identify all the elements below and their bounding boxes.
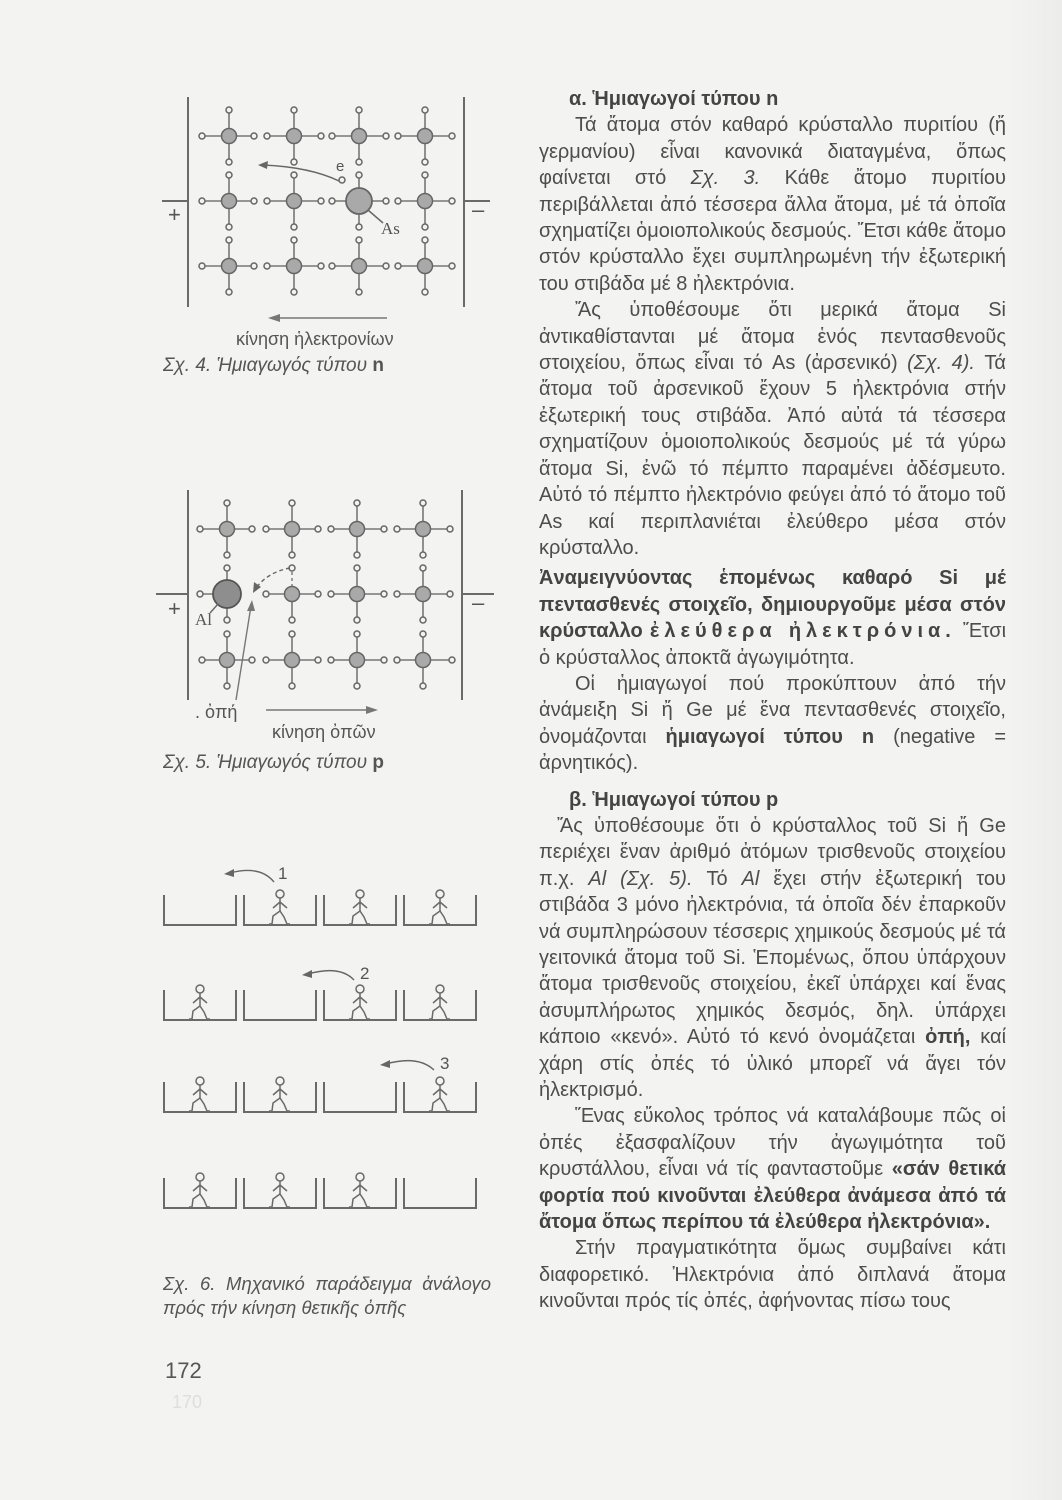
section-a-heading: α. Ἡμιαγωγοί τύπου n xyxy=(569,88,779,110)
row-2 xyxy=(164,985,476,1020)
fig6-step-1-label: 1 xyxy=(278,864,288,883)
fig6-caption: Σχ. 6. Μηχανικό παράδειγμα ἀνάλογο πρός τήν κίνηση θετικῆς ὀπῆς xyxy=(163,1273,491,1318)
fig5-plus-sign: + xyxy=(168,596,181,621)
fig4-electron-label: e xyxy=(336,158,345,175)
page-number: 172 xyxy=(165,1358,202,1383)
fig4-plus-sign: + xyxy=(168,202,181,227)
walking-figures-diagram xyxy=(150,860,500,1240)
fig5-al-label: Al xyxy=(195,610,212,629)
row-4 xyxy=(164,1173,476,1208)
row-1 xyxy=(164,890,476,925)
section-b-paragraph-1: Ἄς ὑποθέσουμε ὅτι ὁ κρύσταλλος τοῦ Si ἤ Ge περιέχει ἕναν ἀριθμό ἀτόμων τρισθενοῦς στοιχείου π.χ. Al (Σχ. 5). Τό Al ἔχει στήν ἐξωτερική του στιβάδα 3 μόνο ἠλεκτρόνια, τά ὁποῖα δέν ἐπαρκοῦν νά συμπληρώσουν τέσσερις χημικούς δεσμούς μέ τά γειτονικά ἄτομα τοῦ Si. Ἑπομένως, ὅπου ὑπάρχουν ἄτομα τρισθενοῦς στοιχείου, ἐκεῖ ὑπάρχει καί ἕνας ἀσυμπλήρωτος χημικός δεσμός, δηλ. ὑπάρχει κάποιο «κενό». Αὐτό τό κενό ὀνομάζεται ὀπή, καί χάρη στίς ὀπές τό ὑλικό μπορεῖ νά ἄγει τόν ἠλεκτρισμό. xyxy=(539,814,1007,1102)
fig5-hole-label: . ὀπή xyxy=(195,702,238,722)
fig6-step-3-label: 3 xyxy=(440,1054,450,1073)
row-3 xyxy=(164,1077,476,1112)
figure-4-n-type-lattice xyxy=(150,85,500,355)
section-a-paragraph-4: Οἱ ἡμιαγωγοί πού προκύπτουν ἀπό τήν ἀνάμειξη Si ἤ Ge μέ ἕνα πεντασθενές στοιχεῖο, ὀνομάζονται ἡμιαγωγοί τύπου n (negative = ἀρνητικός). xyxy=(539,672,1007,775)
fig5-hole-motion-label: κίνηση ὀπῶν xyxy=(272,722,376,742)
figure-6-mechanical-analogy xyxy=(150,860,500,1240)
section-a-paragraph-2: Ἄς ὑποθέσουμε ὅτι μερικά ἄτομα Si ἀντικαθίστανται μέ ἄτομα ἑνός πεντασθενοῦς στοιχείου, ὅπως εἶναι τό As (ἀρσενικό) (Σχ. 4). Τά ἄτομα τοῦ ἀρσενικοῦ ἔχουν 5 ἠλεκτρόνια στήν ἐξωτερική τους στιβάδα. Ἀπό αὐτά τά τέσσερα σχηματίζουν ὁμοιοπολικούς δεσμούς μέ τά γύρω ἄτομα Si, ἐνῶ τό πέμπτο παραμένει ἀδέσμευτο. Αὐτό τό πέμπτο ἠλεκτρόνιο φεύγει ἀπό τό ἄτομο τοῦ As καί περιπλανιέται ἐλεύθερο μέσα στόν κρύσταλλο. xyxy=(539,299,1006,559)
fig4-caption: Σχ. 4. Ἡμιαγωγός τύπου n xyxy=(163,355,384,376)
fig5-minus-sign: – xyxy=(472,590,485,615)
section-b-paragraph-3: Στήν πραγματικότητα ὅμως συμβαίνει κάτι διαφορετικό. Ἠλεκτρόνια ἀπό διπλανά ἄτομα κινοῦνται πρός τίς ὀπές, ἀφήνοντας πίσω τους xyxy=(539,1237,1006,1313)
section-b-paragraph-2: Ἕνας εὔκολος τρόπος νά καταλάβουμε πῶς οἱ ὀπές ἐξασφαλίζουν τήν ἀγωγιμότητα τοῦ κρυστάλλου, εἶναι νά τίς φανταστοῦμε «σάν θετικά φορτία πού κινοῦνται ἐλεύθερα ἀνάμεσα ἀπό τά ἄτομα ὅπως περίπου τά ἐλεύθερα ἠλεκτρόνια». xyxy=(539,1105,1006,1234)
section-a-paragraph-3-emphasis: Ἀναμειγνύοντας ἑπομένως καθαρό Si μέ πεντασθενές στοιχεῖο, δημιουργοῦμε μέσα στόν κρύσταλλο ἐλεύθερα ἠλεκτρόνια. Ἔτσι ὁ κρύσταλλος ἀποκτᾶ ἀγωγιμότητα. xyxy=(539,567,1007,669)
fig4-as-label: As xyxy=(381,219,400,238)
section-a-paragraph-1: Τά ἄτομα στόν καθαρό κρύσταλλο πυριτίου (ἤ γερμανίου) εἶναι κανονικά διαταγμένα, ὅπως φαίνεται στό Σχ. 3. Κάθε ἄτομο πυριτίου περιβάλλεται ἀπό τέσσερα ἄλλα ἄτομα, μέ τά ὁποῖα σχηματίζει ὁμοιοπολικούς δεσμούς. Ἔτσι κάθε ἄτομο στόν κρύσταλλο ἔχει συμπληρωμένη τήν ἐξωτερική του στιβάδα μέ 8 ἠλεκτρόνια. xyxy=(539,114,1007,295)
page-edge-shadow xyxy=(1010,0,1062,1500)
bleed-through-page-number: 170 xyxy=(172,1392,203,1412)
main-text-column xyxy=(539,86,1006,1315)
fig4-minus-sign: – xyxy=(472,197,485,222)
fig5-caption: Σχ. 5. Ἡμιαγωγός τύπου p xyxy=(163,752,384,773)
figure-5-p-type-lattice xyxy=(150,480,500,750)
fig6-step-2-label: 2 xyxy=(360,964,370,983)
aluminum-atom xyxy=(213,580,241,608)
fig4-electron-motion-label: κίνηση ἡλεκτρονίων xyxy=(236,329,394,349)
lattice-bonds xyxy=(202,110,452,292)
n-type-lattice-diagram xyxy=(150,85,500,355)
section-b-heading: β. Ἡμιαγωγοί τύπου p xyxy=(569,788,779,811)
